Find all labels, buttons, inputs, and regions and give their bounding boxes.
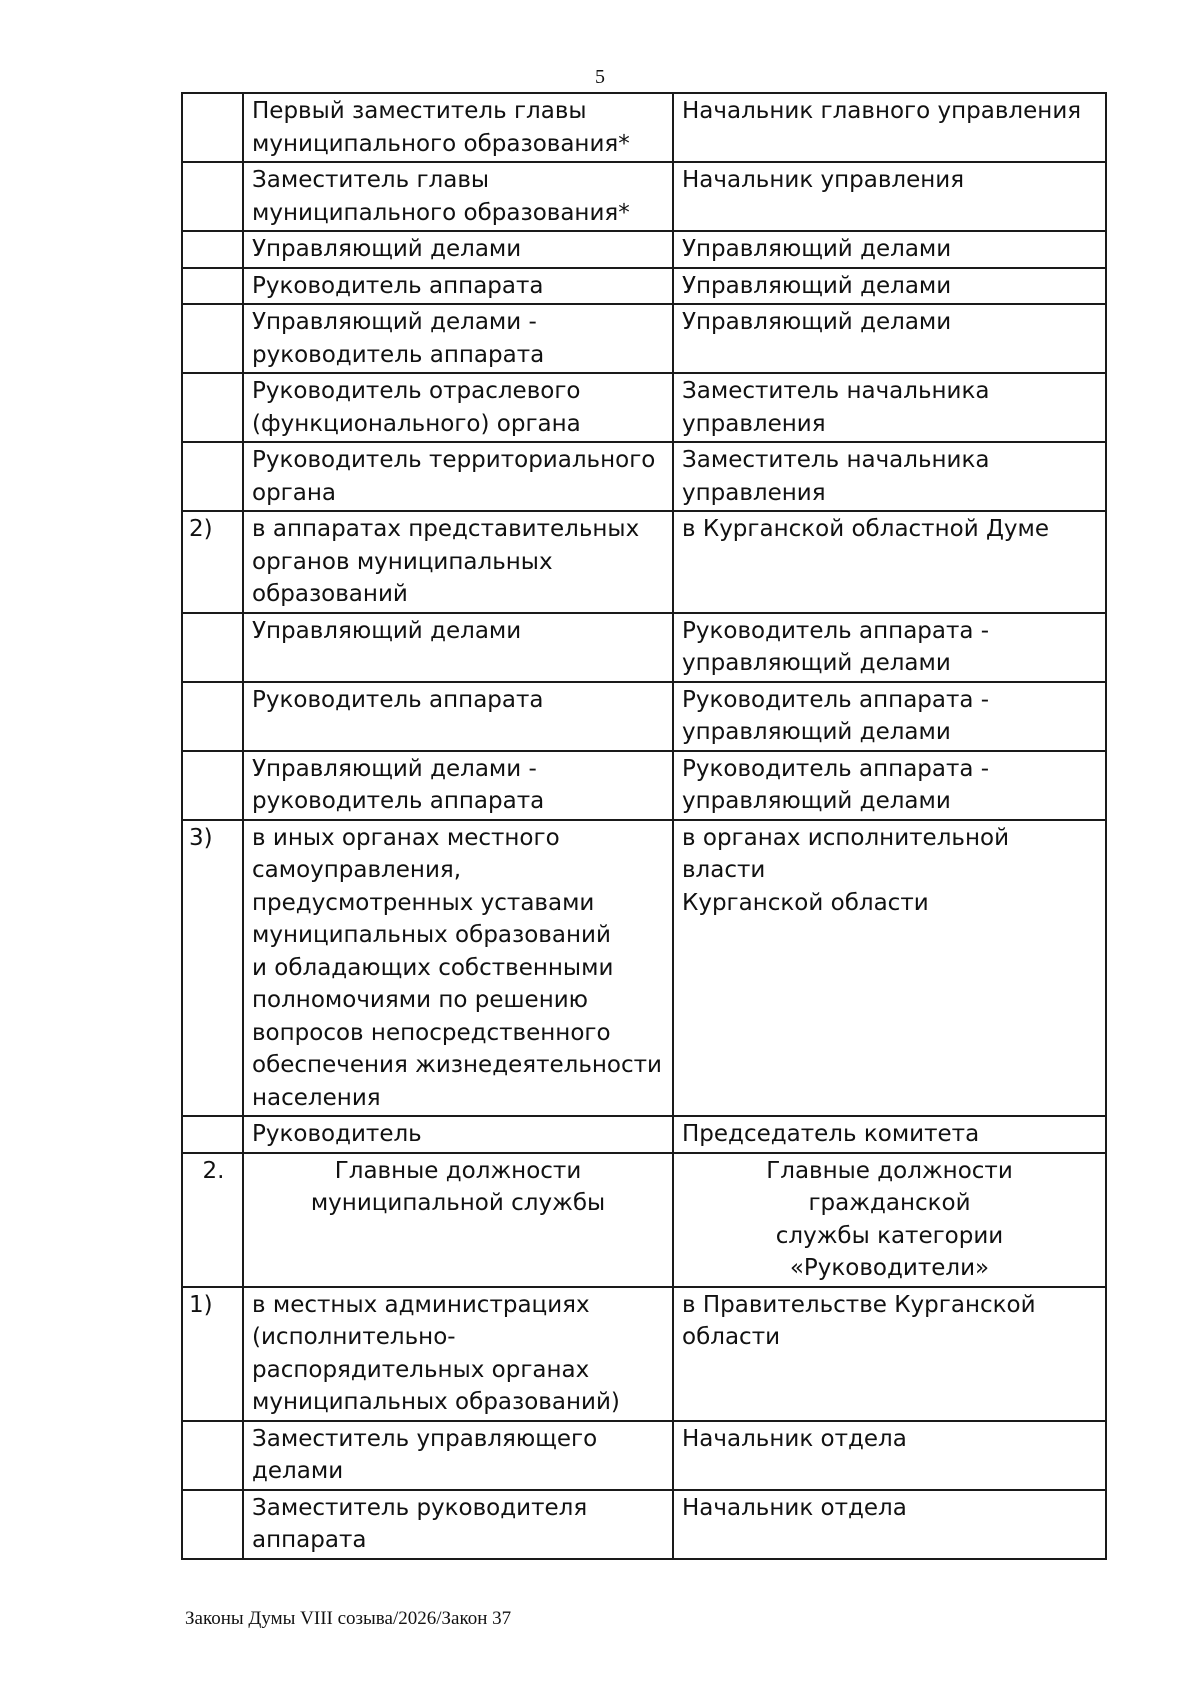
table-row <box>182 1287 1106 1421</box>
page-number: 5 <box>595 66 605 88</box>
regional-position-cell <box>673 1153 1106 1287</box>
regional-position: Начальник главного управления <box>682 98 1082 124</box>
row-number-cell <box>182 1490 243 1559</box>
municipal-position: Руководитель аппарата <box>252 272 544 299</box>
table-row <box>182 1116 1106 1153</box>
regional-position: Руководитель аппарата - управляющий делами <box>682 686 990 745</box>
row-number-cell <box>182 231 243 268</box>
row-number-cell <box>182 304 243 373</box>
regional-position-cell <box>673 613 1106 682</box>
table-row <box>182 93 1106 162</box>
regional-position: Начальник управления <box>682 167 965 193</box>
regional-position: Руководитель аппарата - управляющий делами <box>682 755 990 814</box>
regional-position-cell <box>673 751 1106 820</box>
municipal-position-cell <box>243 162 673 231</box>
regional-position: в органах исполнительной власти Курганской области <box>682 824 1010 916</box>
regional-position: Главные должности гражданской службы категории «Руководители» <box>766 1157 1013 1281</box>
regional-position-cell <box>673 1116 1106 1153</box>
municipal-position-cell <box>243 1421 673 1490</box>
regional-position: Начальник отдела <box>682 1425 907 1452</box>
regional-position: Председатель комитета <box>682 1121 980 1147</box>
municipal-position: Руководитель территориального органа <box>252 447 656 506</box>
regional-position: Управляющий делами <box>682 309 952 335</box>
municipal-position: Заместитель руководителя аппарата <box>252 1494 588 1553</box>
table-row <box>182 751 1106 820</box>
municipal-position-cell <box>243 304 673 373</box>
municipal-position-cell <box>243 1153 673 1287</box>
municipal-position-cell <box>243 511 673 613</box>
municipal-position-cell <box>243 1287 673 1421</box>
row-number-cell <box>182 820 243 1117</box>
row-number-cell <box>182 268 243 305</box>
regional-position-cell <box>673 1421 1106 1490</box>
municipal-position: Управляющий делами <box>252 617 522 644</box>
municipal-position: Заместитель управляющего делами <box>252 1425 598 1484</box>
row-number: 2) <box>189 516 213 542</box>
regional-position: Заместитель начальника управления <box>682 378 990 437</box>
table-row <box>182 1153 1106 1287</box>
table-row <box>182 613 1106 682</box>
municipal-position: Управляющий делами - руководитель аппарата <box>252 755 545 814</box>
municipal-position: Руководитель <box>252 1121 422 1147</box>
regional-position-cell <box>673 682 1106 751</box>
regional-position: Начальник отдела <box>682 1494 907 1521</box>
positions-table-body <box>182 93 1106 1559</box>
municipal-position-cell <box>243 682 673 751</box>
municipal-position-cell <box>243 751 673 820</box>
municipal-position: Руководитель отраслевого (функционального) органа <box>252 378 581 437</box>
table-row <box>182 162 1106 231</box>
regional-position: в Правительстве Курганской области <box>682 1291 1036 1350</box>
row-number-cell <box>182 442 243 511</box>
regional-position-cell <box>673 304 1106 373</box>
table-row <box>182 511 1106 613</box>
regional-position-cell <box>673 511 1106 613</box>
regional-position-cell <box>673 1287 1106 1421</box>
row-number-cell <box>182 682 243 751</box>
municipal-position-cell <box>243 820 673 1117</box>
municipal-position-cell <box>243 231 673 268</box>
municipal-position-cell <box>243 93 673 162</box>
row-number-cell <box>182 1287 243 1421</box>
row-number: 1) <box>189 1291 213 1318</box>
regional-position-cell <box>673 373 1106 442</box>
municipal-position: Управляющий делами - руководитель аппарата <box>252 309 545 368</box>
regional-position: Управляющий делами <box>682 272 952 299</box>
row-number: 2. <box>202 1157 225 1184</box>
regional-position: Управляющий делами <box>682 236 952 262</box>
table-row <box>182 1490 1106 1559</box>
regional-position-cell <box>673 1490 1106 1559</box>
table-row <box>182 373 1106 442</box>
row-number-cell <box>182 93 243 162</box>
row-number-cell <box>182 511 243 613</box>
regional-position: в Курганской областной Думе <box>682 516 1050 542</box>
table-row <box>182 820 1106 1117</box>
row-number-cell <box>182 1153 243 1287</box>
municipal-position: в аппаратах представительных органов муниципальных образований <box>252 516 640 607</box>
table-row <box>182 1421 1106 1490</box>
table-row <box>182 231 1106 268</box>
municipal-position-cell <box>243 1116 673 1153</box>
regional-position: Руководитель аппарата - управляющий делами <box>682 617 990 676</box>
regional-position-cell <box>673 268 1106 305</box>
row-number-cell <box>182 373 243 442</box>
table-row <box>182 304 1106 373</box>
municipal-position: в иных органах местного самоуправления, предусмотренных уставами муниципальных образований и обладающих собственными полномочиями по решению вопросов непосредственного обеспечения жизнедеятельности населения <box>252 824 662 1111</box>
municipal-position-cell <box>243 373 673 442</box>
municipal-position: Руководитель аппарата <box>252 686 544 713</box>
regional-position-cell <box>673 162 1106 231</box>
document-footer: Законы Думы VIII созыва/2026/Закон 37 <box>185 1608 512 1629</box>
row-number-cell <box>182 1116 243 1153</box>
regional-position-cell <box>673 820 1106 1117</box>
municipal-position: Главные должности муниципальной службы <box>310 1157 606 1216</box>
regional-position-cell <box>673 231 1106 268</box>
municipal-position: Управляющий делами <box>252 236 522 262</box>
table-row <box>182 682 1106 751</box>
table-row <box>182 442 1106 511</box>
regional-position: Заместитель начальника управления <box>682 447 990 506</box>
regional-position-cell <box>673 442 1106 511</box>
municipal-position-cell <box>243 268 673 305</box>
municipal-position-cell <box>243 613 673 682</box>
row-number-cell <box>182 613 243 682</box>
regional-position-cell <box>673 93 1106 162</box>
municipal-position: Заместитель главы муниципального образования* <box>252 167 630 226</box>
row-number-cell <box>182 1421 243 1490</box>
municipal-position: в местных администрациях (исполнительно- распорядительных органах муниципальных образований) <box>252 1291 620 1415</box>
municipal-position: Первый заместитель главы муниципального образования* <box>252 98 630 157</box>
row-number: 3) <box>189 824 213 851</box>
municipal-position-cell <box>243 1490 673 1559</box>
positions-table <box>181 92 1107 1560</box>
table-row <box>182 268 1106 305</box>
row-number-cell <box>182 162 243 231</box>
municipal-position-cell <box>243 442 673 511</box>
row-number-cell <box>182 751 243 820</box>
